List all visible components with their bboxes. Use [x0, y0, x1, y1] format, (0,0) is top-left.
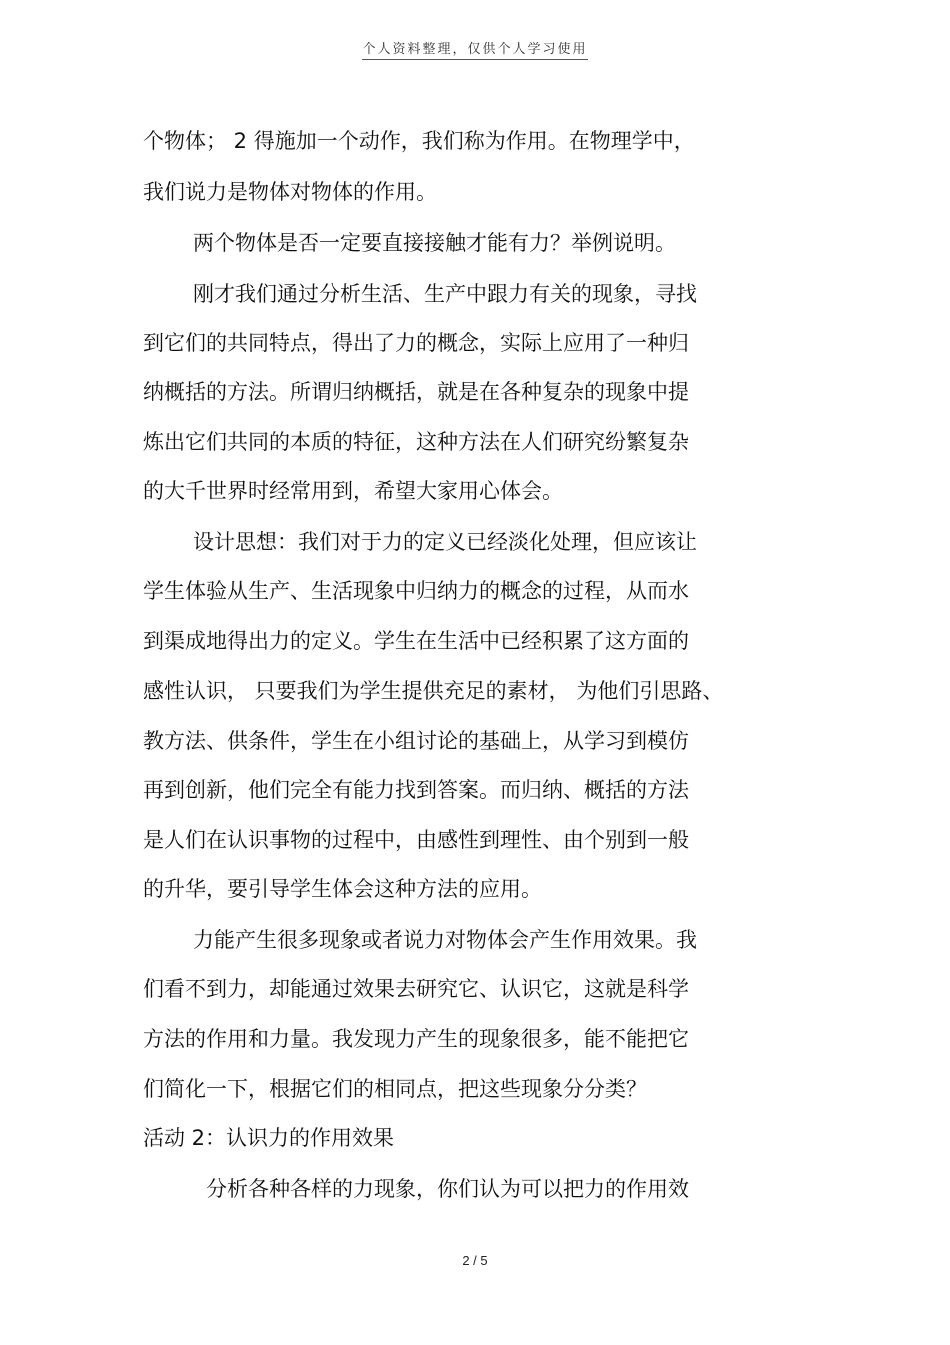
text-line: 的升华，要引导学生体会这种方法的应用。 — [143, 877, 542, 901]
text-line: 到它们的共同特点，得出了力的概念，实际上应用了一种归 — [143, 331, 689, 355]
text-line: 纳概括的方法。所谓归纳概括，就是在各种复杂的现象中提 — [143, 380, 689, 404]
text-line: 炼出它们共同的本质的特征，这种方法在人们研究纷繁复杂 — [143, 430, 689, 454]
text-line: 到渠成地得出力的定义。学生在生活中已经积累了这方面的 — [143, 629, 689, 653]
page-number: 2 / 5 — [462, 1253, 488, 1268]
text-line: 们看不到力，却能通过效果去研究它、认识它，这就是科学 — [143, 977, 689, 1001]
section-heading: 活动 2：认识力的作用效果 — [143, 1126, 395, 1150]
text-line: 刚才我们通过分析生活、生产中跟力有关的现象，寻找 — [193, 282, 697, 306]
text-line: 学生体验从生产、生活现象中归纳力的概念的过程，从而水 — [143, 579, 689, 603]
text-line: 方法的作用和力量。我发现力产生的现象很多，能不能把它 — [143, 1027, 689, 1051]
page-header — [0, 38, 950, 60]
text-line: 个物体； 2 得施加一个动作，我们称为作用。在物理学中， — [143, 129, 695, 153]
text-line: 设计思想：我们对于力的定义已经淡化处理，但应该让 — [193, 530, 697, 554]
text-line: 的大千世界时经常用到，希望大家用心体会。 — [143, 479, 563, 503]
text-line: 感性认识， 只要我们为学生提供充足的素材， 为他们引思路、 — [143, 679, 724, 703]
text-line: 分析各种各样的力现象，你们认为可以把力的作用效 — [206, 1177, 689, 1201]
text-line: 们简化一下，根据它们的相同点，把这些现象分分类？ — [143, 1077, 647, 1101]
text-line: 我们说力是物体对物体的作用。 — [143, 180, 437, 204]
text-line: 力能产生很多现象或者说力对物体会产生作用效果。我 — [193, 928, 697, 952]
text-line: 再到创新，他们完全有能力找到答案。而归纳、概括的方法 — [143, 778, 689, 802]
text-line: 两个物体是否一定要直接接触才能有力？举例说明。 — [193, 231, 676, 255]
text-line: 是人们在认识事物的过程中，由感性到理性、由个别到一般 — [143, 828, 689, 852]
header-text: 个人资料整理，仅供个人学习使用 — [362, 38, 587, 60]
text-line: 教方法、供条件，学生在小组讨论的基础上，从学习到模仿 — [143, 729, 689, 753]
